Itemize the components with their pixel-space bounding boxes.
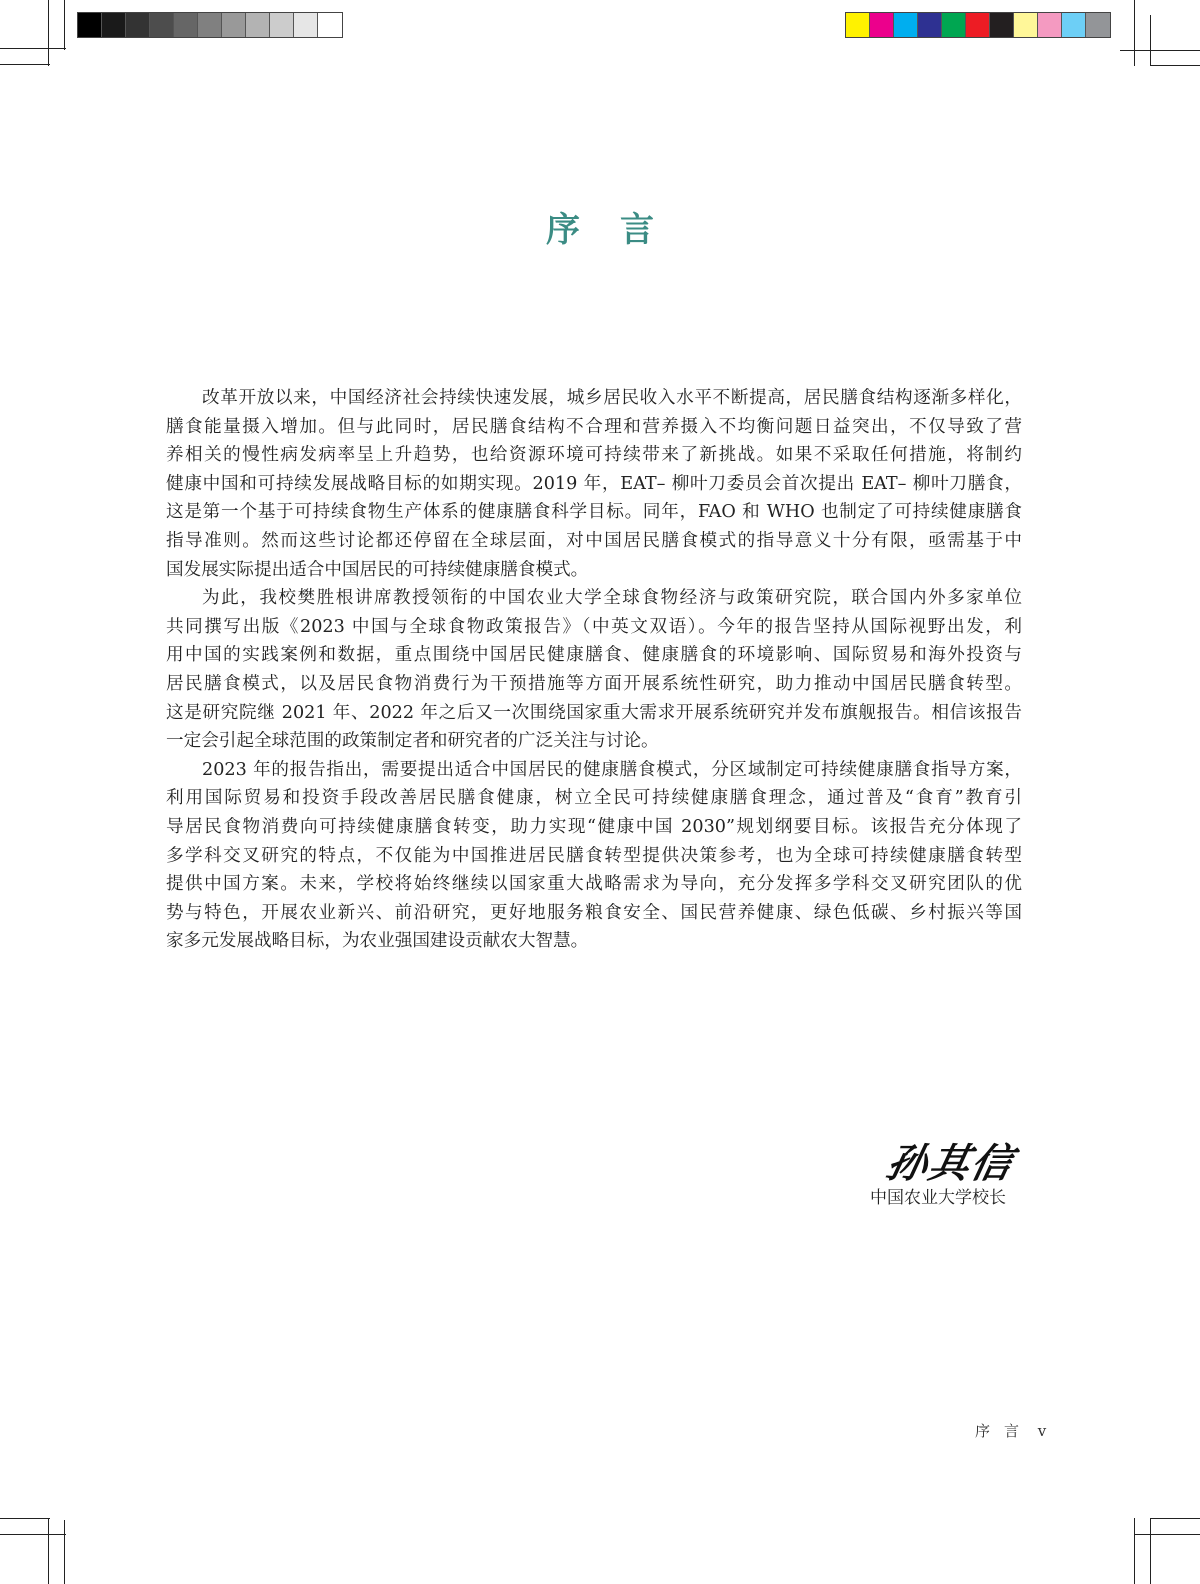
crop-mark-top-left [0,48,66,49]
page-number: v [1037,1422,1047,1440]
crop-mark-top-left [64,0,65,50]
text-line: 用中国的实践案例和数据，重点围绕中国居民健康膳食、健康膳食的环境影响、国际贸易和海外投资与 [166,645,1022,666]
text-line: 健康中国和可持续发展战略目标的如期实现。2019 年，EAT– 柳叶刀委员会首次提出 EAT– 柳叶刀膳食， [166,473,1022,494]
text-line: 家多元发展战略目标，为农业强国建设贡献农大智慧。 [166,931,589,952]
footer-section-title: 序言 [975,1422,1034,1440]
crop-mark-bottom-right [1150,1518,1151,1584]
crop-mark-top-right [1120,50,1200,51]
gray-swatch [150,13,174,37]
color-swatch [990,13,1014,37]
color-swatch [846,13,870,37]
gray-swatch [246,13,270,37]
page-title: 序言 [546,210,694,250]
paragraph [166,384,1022,584]
text-line: 共同撰写出版《2023 中国与全球食物政策报告》（中英文双语）。今年的报告坚持从国际视野出发，利 [166,616,1022,637]
color-swatch [1062,13,1086,37]
crop-mark-bottom-right [1150,1518,1200,1519]
text-line: 一定会引起全球范围的政策制定者和研究者的广泛关注与讨论。 [166,731,659,752]
gray-swatch [270,13,294,37]
text-line: 居民膳食模式，以及居民食物消费行为干预措施等方面开展系统性研究，助力推动中国居民膳食转型。 [166,673,1022,694]
crop-mark-top-right [1150,15,1151,65]
color-swatch [870,13,894,37]
paragraph [166,756,1022,956]
text-line: 为此，我校樊胜根讲席教授领衔的中国农业大学全球食物经济与政策研究院，联合国内外多家单位 [202,588,1022,609]
gray-swatch [78,13,102,37]
gray-swatch [318,13,342,37]
crop-mark-bottom-left [64,1520,65,1584]
color-swatch [894,13,918,37]
text-line: 利用国际贸易和投资手段改善居民膳食健康，树立全民可持续健康膳食理念，通过普及“食育”教育引 [166,788,1022,809]
text-line: 指导准则。然而这些讨论都还停留在全球层面，对中国居民膳食模式的指导意义十分有限，亟需基于中 [166,530,1022,551]
crop-mark-top-left [0,64,50,65]
crop-mark-bottom-left [48,1518,49,1584]
color-swatch [918,13,942,37]
text-line: 这是第一个基于可持续食物生产体系的健康膳食科学目标。同年，FAO 和 WHO 也制定了可持续健康膳食 [166,502,1022,523]
gray-swatch [294,13,318,37]
text-line: 2023 年的报告指出，需要提出适合中国居民的健康膳食模式，分区域制定可持续健康膳食指导方案， [202,759,1022,780]
signatory-title: 中国农业大学校长 [870,1188,1006,1208]
page-footer [975,1420,1046,1441]
color-registration-bar [845,12,1111,38]
color-swatch [1038,13,1062,37]
crop-mark-bottom-left [0,1518,50,1519]
grayscale-registration-bar [77,12,343,38]
signature: 孙其信 [882,1140,1019,1187]
text-line: 导居民食物消费向可持续健康膳食转变，助力实现“健康中国 2030”规划纲要目标。该报告充分体现了 [166,816,1022,837]
crop-mark-top-right [1150,65,1200,66]
gray-swatch [174,13,198,37]
gray-swatch [126,13,150,37]
crop-mark-top-left [48,0,49,66]
text-line: 改革开放以来，中国经济社会持续快速发展，城乡居民收入水平不断提高，居民膳食结构逐渐多样化， [202,388,1022,408]
text-line: 这是研究院继 2021 年、2022 年之后又一次围绕国家重大需求开展系统研究并发布旗舰报告。相信该报告 [166,702,1022,723]
crop-mark-bottom-right [1134,1534,1200,1535]
gray-swatch [222,13,246,37]
preface-body [166,384,1022,956]
crop-mark-bottom-right [1134,1518,1135,1584]
paragraph [166,584,1022,756]
text-line: 多学科交叉研究的特点，不仅能为中国推进居民膳食转型提供决策参考，也为全球可持续健康膳食转型 [166,845,1022,866]
color-swatch [942,13,966,37]
crop-mark-top-right [1134,0,1135,66]
gray-swatch [102,13,126,37]
text-line: 养相关的慢性病发病率呈上升趋势，也给资源环境可持续带来了新挑战。如果不采取任何措施，将制约 [166,445,1022,466]
text-line: 国发展实际提出适合中国居民的可持续健康膳食模式。 [166,559,589,580]
color-swatch [1014,13,1038,37]
text-line: 势与特色，开展农业新兴、前沿研究，更好地服务粮食安全、国民营养健康、绿色低碳、乡村振兴等国 [166,902,1022,923]
color-swatch [1086,13,1110,37]
text-line: 提供中国方案。未来，学校将始终继续以国家重大战略需求为导向，充分发挥多学科交叉研究团队的优 [166,874,1022,895]
crop-mark-bottom-left [0,1534,66,1535]
text-line: 膳食能量摄入增加。但与此同时，居民膳食结构不合理和营养摄入不均衡问题日益突出，不仅导致了营 [166,416,1022,437]
gray-swatch [198,13,222,37]
color-swatch [966,13,990,37]
